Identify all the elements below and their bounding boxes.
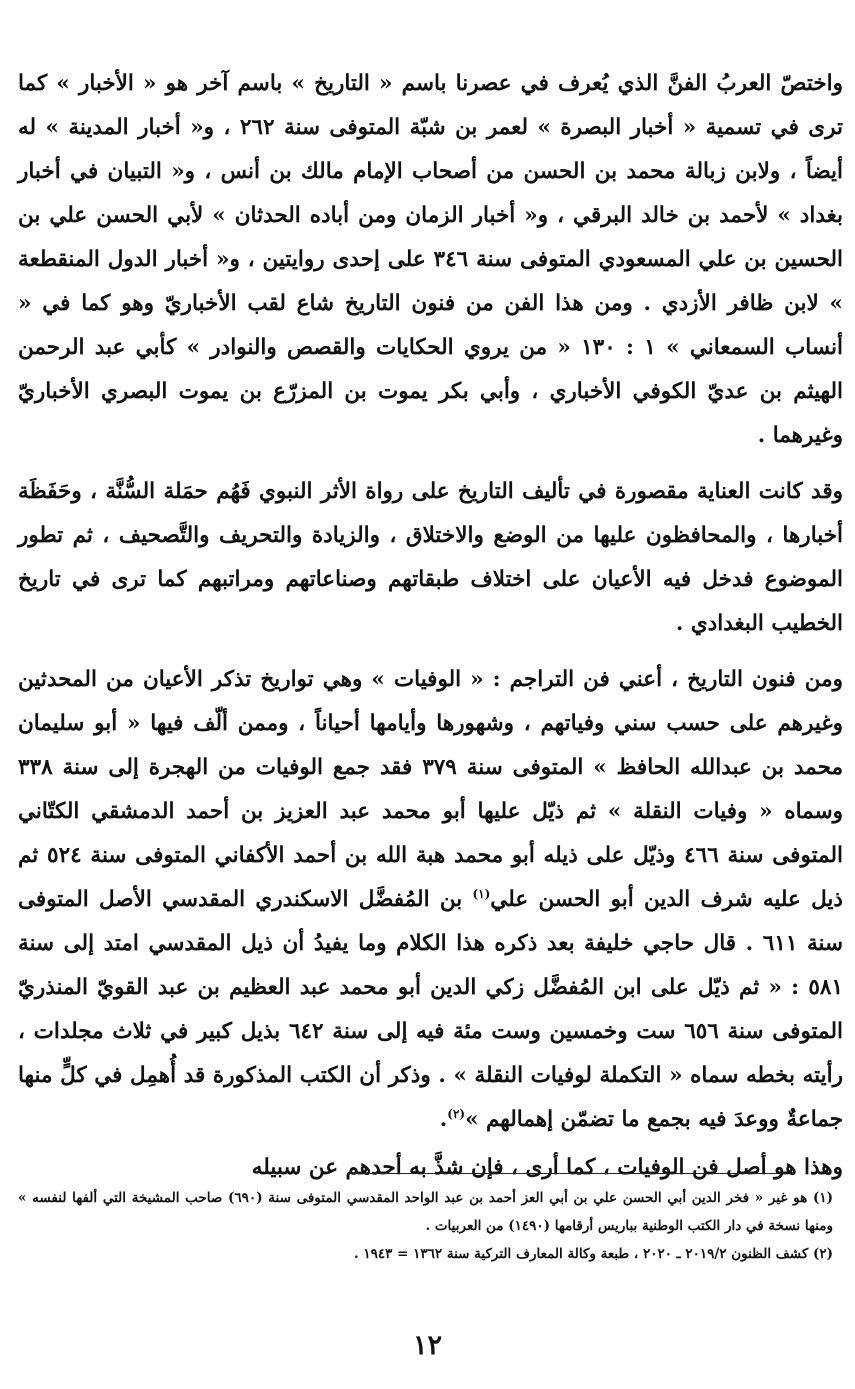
paragraph-text: . — [439, 1107, 448, 1132]
paragraph-akhbar — [18, 62, 843, 458]
footnote-ref-2[interactable]: (٢) — [447, 1106, 466, 1121]
footnote-ref-1[interactable]: (١) — [472, 886, 491, 901]
paragraph-wafayat — [18, 658, 843, 1142]
paragraph-text: وقد كانت العناية مقصورة في تأليف التاريخ على رواة الأثر النبوي فَهُم حمَلة السُّنَّة ، وحَفَظَة أخبارها ، والمحافظون عليها من الوضع والاختلاق ، والزيادة والتحريف والتَّصحيف ، ثم تطور الموضوع فدخل فيه الأعيان على اختلاف طبقاتهم وصناعاتهم ومراتبهم كما ترى في تاريخ الخطيب البغدادي . — [18, 479, 843, 636]
page-number: ١٢ — [412, 1330, 442, 1361]
paragraph-text: واختصّ العربُ الفنَّ الذي يُعرف في عصرنا باسم « التاريخ » باسم آخر هو « الأخبار » كما ترى في تسمية « أخبار البصرة » لعمر بن شبّة المتوفى سنة ٢٦٢ ، و« أخبار المدينة » له أيضاً ، ولابن زبالة محمد بن الحسن من أصحاب الإمام مالك بن أنس ، و« التبيان في أخبار بغداد » لأحمد بن خالد البرقي ، و« أخبار الزمان ومن أباده الحدثان » لأبي الحسن علي بن الحسين بن علي المسعودي المتوفى سنة ٣٤٦ على إحدى روايتين ، و« أخبار الدول المنقطعة » لابن ظافر الأزدي . ومن هذا الفن من فنون التاريخ شاع لقب الأخباريّ وهو كما في « أنساب السمعاني » ١ : ١٣٠ « من يروي الحكايات والقصص والنوادر » كأبي عبد الرحمن الهيثم بن عديّ الكوفي الأخباري ، وأبي بكر يموت بن المزرّع بن يموت البصري الأخباريّ وغيرهما . — [18, 71, 843, 448]
footnote-1: (١) هو غير « فخر الدين أبي الحسن علي بن أبي العز أحمد بن عبد الواحد المقدسي المتوفى سنة (٦٩٠) صاحب المشيخة التي ألفها لنفسه » ومنها نسخة في دار الكتب الوطنية بباريس أرقامها (١٤٩٠) من العربيات . — [18, 1190, 833, 1234]
footnotes — [18, 1184, 833, 1268]
main-text — [18, 62, 843, 1190]
paragraph-text: وهذا هو أصل فن الوفيات ، كما أرى ، فإن شذَّ به أحدهم عن سبيله — [251, 1155, 843, 1180]
paragraph-text: بن المُفضَّل الاسكندري المقدسي الأصل المتوفى سنة ٦١١ . قال حاجي خليفة بعد ذكره هذا الكلام وما يفيدُ أن ذيل المقدسي امتد إلى سنة ٥٨١ : « ثم ذيّل على ابن المُفضَّل زكي الدين أبو محمد عبد العظيم بن عبد القويّ المنذريّ المتوفى سنة ٦٥٦ ست وخمسين وست مئة فيه إلى سنة ٦٤٢ بذيل كبير في ثلاث مجلدات ، رأيته بخطه سماه « التكملة لوفيات النقلة » . وذكر أن الكتب المذكورة قد أُهمِل في كلٍّ منها جماعةٌ ووعدَ فيه بجمع ما تضمّن إهمالهم » — [18, 887, 843, 1132]
paragraph-hadith-narrators — [18, 470, 843, 646]
footnote-divider — [348, 1173, 790, 1174]
paragraph-text: ومن فنون التاريخ ، أعني فن التراجم : « الوفيات » وهي تواريخ تذكر الأعيان من المحدثين وغيرهم على حسب سني وفياتهم ، وشهورها وأيامها أحياناً ، وممن ألّف فيها « أبو سليمان محمد بن عبدالله الحافظ » المتوفى سنة ٣٧٩ فقد جمع الوفيات من الهجرة إلى سنة ٣٣٨ وسماه « وفيات النقلة » ثم ذيّل عليها أبو محمد عبد العزيز بن أحمد الدمشقي الكتّاني المتوفى سنة ٤٦٦ وذيّل على ذيله أبو محمد هبة الله بن أحمد الأكفاني المتوفى سنة ٥٢٤ ثم ذيل عليه شرف الدين أبو الحسن علي — [18, 667, 844, 912]
footnote-2: (٢) كشف الظنون ٢٠١٩/٢ ـ ٢٠٢٠ ، طبعة وكالة المعارف التركية سنة ١٣٦٢ = ١٩٤٣ . — [353, 1246, 833, 1262]
